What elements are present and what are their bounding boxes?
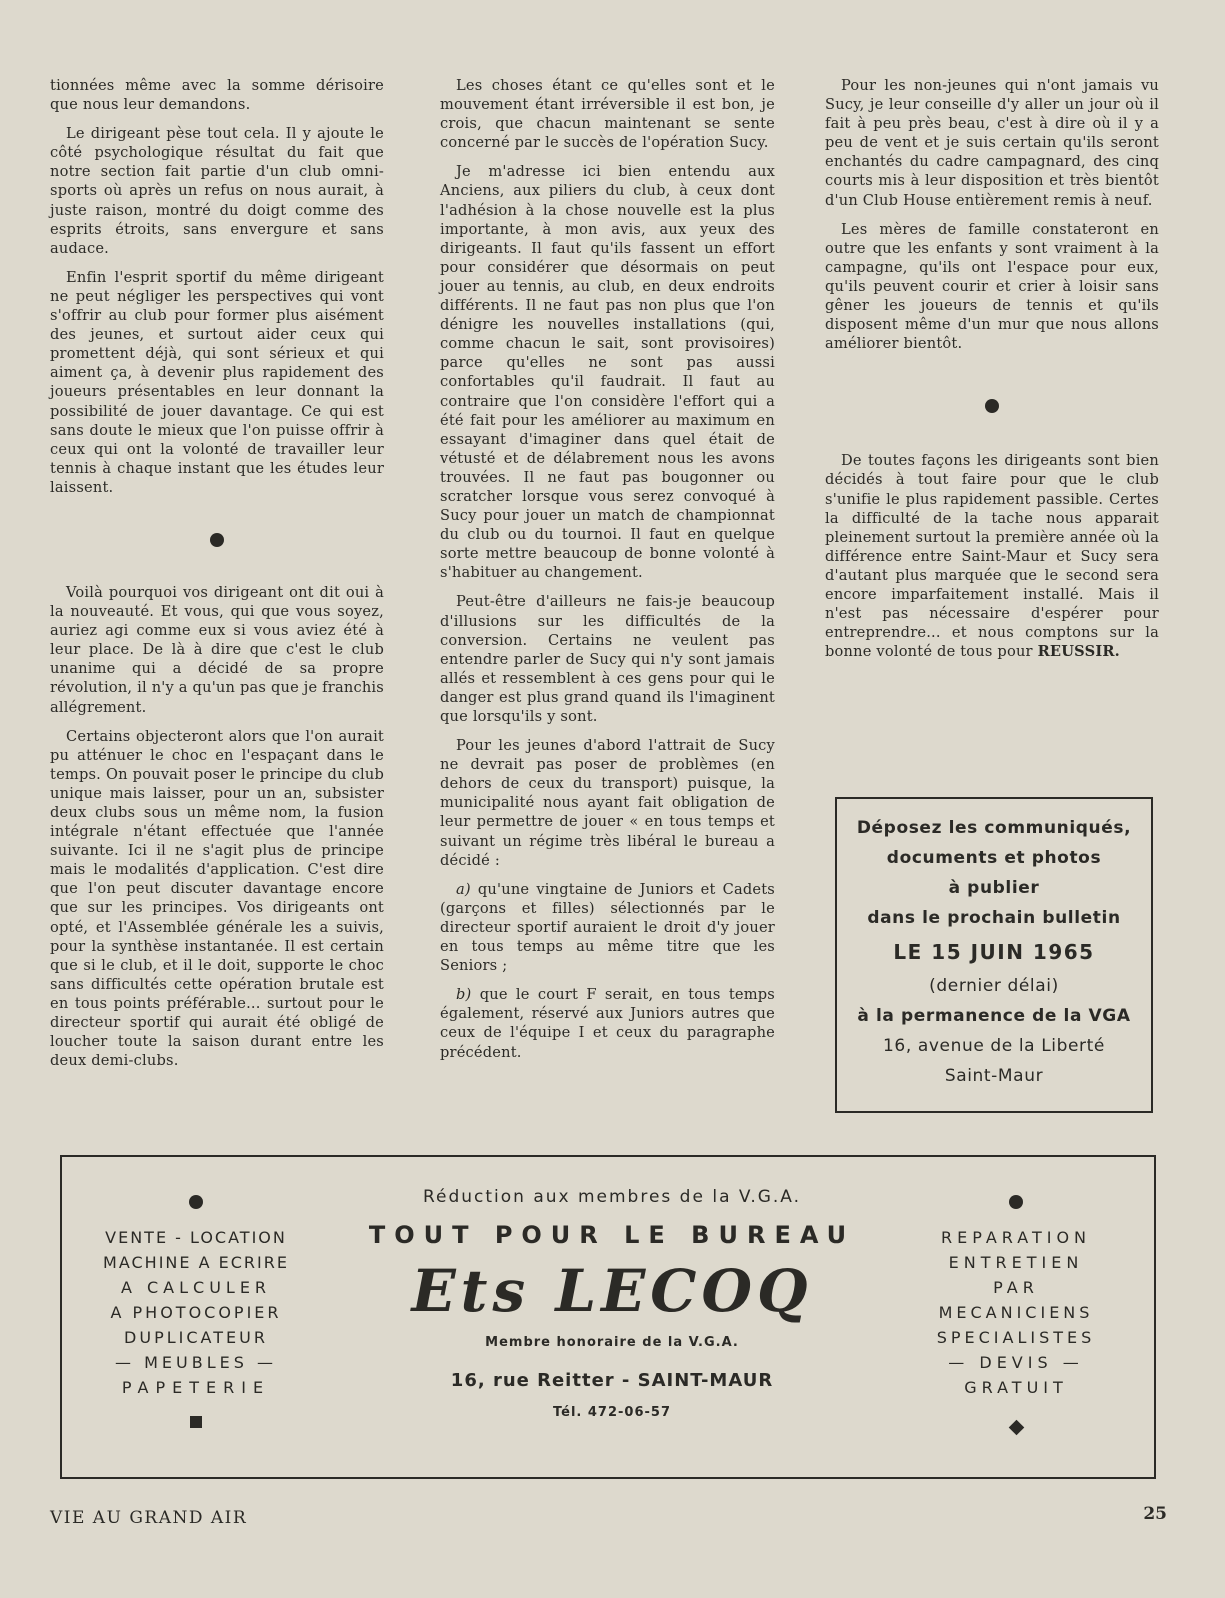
ad-telephone: Tél. 472-06-57 <box>553 1405 671 1420</box>
square-bullet-icon <box>190 1416 202 1428</box>
ad-repair-item: MECANICIENS <box>938 1303 1094 1322</box>
ad-repair-item: ENTRETIEN <box>948 1253 1084 1272</box>
list-text: que le court F serait, en tous temps également, réservé aux Juniors autres que ceux de l'équipe I et ceux du paragraphe précédent. <box>440 986 775 1061</box>
list-label: b) <box>456 986 472 1004</box>
article-column-1 <box>50 76 384 1080</box>
advertisement-lecoq <box>60 1155 1156 1479</box>
notice-city: Saint-Maur <box>944 1066 1044 1086</box>
ad-service-item: PAPETERIE <box>121 1378 271 1397</box>
section-bullet-icon <box>210 533 224 547</box>
list-label: a) <box>456 880 471 898</box>
notice-line: (dernier délai) <box>929 976 1059 996</box>
ad-service-item: A CALCULER <box>120 1278 272 1297</box>
ad-service-item: MACHINE A ECRIRE <box>103 1253 289 1272</box>
ad-discount-note: Réduction aux membres de la V.G.A. <box>422 1187 802 1207</box>
ad-repair-item: — DEVIS — <box>948 1353 1084 1372</box>
emphasis-word: REUSSIR. <box>1037 643 1120 661</box>
paragraph: Pour les jeunes d'abord l'attrait de Sucy ne devrait pas poser de problèmes (en dehors de ceux du transport) puisque, la municipalité nous ayant fait obligation de leur permettre de jouer « en tous temps et suivant un régime très libéral le bureau a décidé : <box>440 737 775 869</box>
ad-repair-item: GRATUIT <box>964 1378 1068 1397</box>
ad-repair-list <box>906 1195 1126 1433</box>
ad-service-item: DUPLICATEUR <box>124 1328 268 1347</box>
ad-repair-item: SPECIALISTES <box>936 1328 1096 1347</box>
paragraph: Les choses étant ce qu'elles sont et le mouvement étant irréversible il est bon, je crois, que chacun maintenant se sente concerné par le succès de l'opération Sucy. <box>440 77 775 152</box>
notice-deadline: LE 15 JUIN 1965 <box>893 940 1095 964</box>
paragraph: Pour les non-jeunes qui n'ont jamais vu Sucy, je leur conseille d'y aller un jour où il fait à peu près beau, c'est à dire où il y a peu de vent et je suis certain qu'ils seront enchantés du cadre campagnard, des cinq courts mis à leur disposition et très bientôt d'un Club House entièrement remis à neuf. <box>825 77 1159 209</box>
list-text: qu'une vingtaine de Juniors et Cadets (garçons et filles) sélectionnés par le directeur sportif auraient le droit d'y jouer en tous temps au même titre que les Seniors ; <box>440 880 775 975</box>
paragraph: Les mères de famille constateront en outre que les enfants y sont vraiment à la campagne, qu'ils ont l'espace pour eux, qu'ils peuvent courir et crier à loisir sans gêner les joueurs de tennis et qu'ils disposent même d'un mur que nous allons améliorer bientôt. <box>825 220 1159 353</box>
ad-service-item: VENTE - LOCATION <box>105 1228 287 1247</box>
ad-repair-item: PAR <box>993 1278 1039 1297</box>
ad-service-item: A PHOTOCOPIER <box>110 1303 282 1322</box>
article-column-3 <box>825 76 1159 671</box>
section-bullet-icon <box>985 399 999 413</box>
notice-line: Déposez les communiqués, <box>856 818 1132 838</box>
paragraph-text: De toutes façons les dirigeants sont bien décidés à tout faire pour que le club s'unifie le plus rapidement passible. Certes la difficulté de la tache nous apparait pleinement surtout la première année où la différence entre Saint-Maur et Sucy sera d'autant plus marquée que le second sera encore imparfaitement installé. Mais il n'est pas nécessaire d'espérer pour entreprendre... et nous comptons sur la bonne volonté de tous pour <box>825 452 1159 661</box>
diamond-bullet-icon <box>1008 1420 1024 1436</box>
notice-line: documents et photos <box>886 848 1102 868</box>
ad-repair-item: REPARATION <box>940 1228 1092 1247</box>
ad-member-note: Membre honoraire de la V.G.A. <box>485 1335 739 1350</box>
paragraph: Peut-être d'ailleurs ne fais-je beaucoup d'illusions sur les difficultés de la conversion. Certains ne veulent pas entendre parler de Sucy qui n'y sont jamais allés et ressemblent à ces gens pour qui le danger est plus grand quand ils l'imaginent que lorsqu'ils y sont. <box>440 593 775 725</box>
ad-service-item: — MEUBLES — <box>115 1353 277 1372</box>
bullet-icon <box>1009 1195 1023 1209</box>
notice-address: 16, avenue de la Liberté <box>883 1036 1105 1056</box>
article-column-2 <box>440 76 775 1072</box>
ad-brand-name: Ets LECOQ <box>411 1257 813 1325</box>
ad-headline: TOUT POUR LE BUREAU <box>368 1221 856 1249</box>
ad-services-list <box>90 1195 302 1428</box>
page-number: 25 <box>1143 1504 1167 1524</box>
paragraph: Le dirigeant pèse tout cela. Il y ajoute le côté psychologique résultat du fait que notre section fait partie d'un club omni-sports où après un refus on nous aurait, à juste raison, montré du doigt comme des esprits étroits, sans envergure et sans audace. <box>50 125 384 257</box>
paragraph: Je m'adresse ici bien entendu aux Anciens, aux piliers du club, à ceux dont l'adhésion à la chose nouvelle est la plus importante, à mon avis, aux yeux des dirigeants. Il faut qu'ils fassent un effort pour considérer que désormais on peut jouer au tennis, au club, en deux endroits différents. Il ne faut pas non plus que l'on dénigre les nouvelles installations (qui, comme chacun le sait, sont provisoires) parce qu'elles ne sont pas aussi confortables qu'il faudrait. Il faut au contraire que l'on considère l'effort qui a été fait pour les améliorer au maximum en essayant d'imaginer dans quel était de vétusté et de délabrement nous les avons trouvées. Il ne faut pas bougonner ou scratcher lorsque vous serez convoqué à Sucy pour jouer un match de championnat du club ou du tournoi. Il faut en quelque sorte mettre beaucoup de bonne volonté à s'habituer au changement. <box>440 163 775 582</box>
ad-address: 16, rue Reitter - SAINT-MAUR <box>450 1370 774 1391</box>
ad-main <box>352 1187 872 1420</box>
submission-notice-box <box>835 797 1153 1113</box>
list-item <box>440 985 775 1061</box>
paragraph: tionnées même avec la somme dérisoire que nous leur demandons. <box>50 77 384 114</box>
bullet-icon <box>189 1195 203 1209</box>
paragraph <box>825 451 1159 661</box>
list-item <box>440 880 775 975</box>
paragraph: Voilà pourquoi vos dirigeant ont dit oui à la nouveauté. Et vous, qui que vous soyez, auriez agi comme eux si vous aviez été à leur place. De là à dire que c'est le club unanime qui a décidé de sa propre révolution, il n'y a qu'un pas que je franchis allégrement. <box>50 583 384 716</box>
paragraph: Enfin l'esprit sportif du même dirigeant ne peut négliger les perspectives qui vont s'offrir au club pour former plus aisément des jeunes, et surtout aider ceux qui promettent déjà, qui sont sérieux et qui aiment ça, à devenir plus rapidement des joueurs présentables en leur donnant la possibilité de jouer davantage. Ce qui est sans doute le mieux que l'on puisse offrir à ceux qui ont la volonté de travailler leur tennis à chaque instant que les études leur laissent. <box>50 268 384 496</box>
magazine-title: VIE AU GRAND AIR <box>50 1508 248 1528</box>
paragraph: Certains objecteront alors que l'on aurait pu atténuer le choc en l'espaçant dans le temps. On pouvait poser le principe du club unique mais laisser, pour un an, subsister deux clubs sous un même nom, la fusion intégrale n'étant effectuée que l'année suivante. Ici il ne s'agit plus de principe mais le modalités d'application. C'est dire que l'on peut discuter davantage encore que sur les principes. Vos dirigeants ont opté, et l'Assemblée générale les a suivis, pour la synthèse instantanée. Il est certain que si le club, et il le doit, supporte le choc sans difficultés cette opération brutale est en tous points préférable... surtout pour le directeur sportif qui aurait été obligé de loucher toute la saison durant entre les deux demi-clubs. <box>50 727 384 1070</box>
notice-line: à publier <box>948 878 1040 898</box>
notice-line: dans le prochain bulletin <box>867 908 1121 928</box>
notice-line: à la permanence de la VGA <box>857 1006 1131 1026</box>
